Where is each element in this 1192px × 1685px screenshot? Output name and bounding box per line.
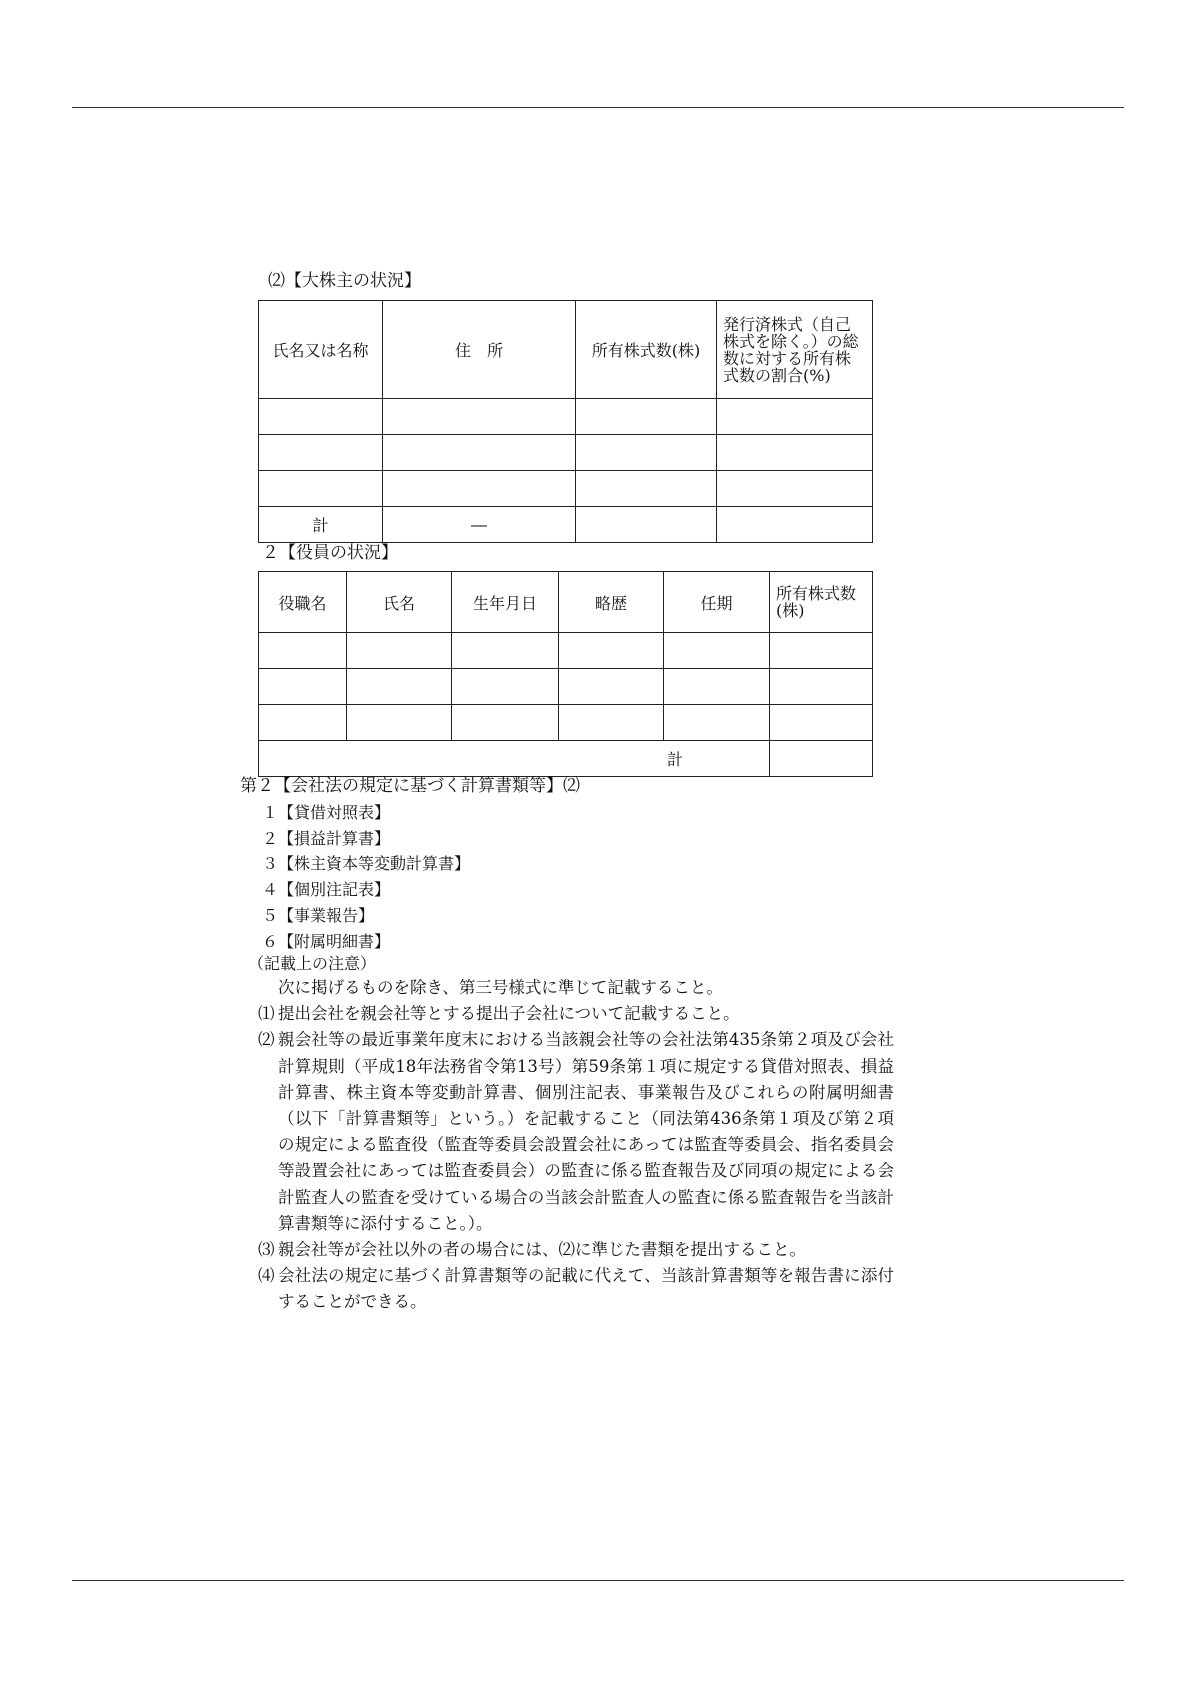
table-row [259,471,873,507]
note-number: ⑵ [258,1030,275,1050]
table-row [259,435,873,471]
note-text: 会社法の規定に基づく計算書類等の記載に代えて、当該計算書類等を報告書に添付することができる。 [278,1266,894,1312]
part2-item-list [262,800,470,954]
list-item: １【貸借対照表】 [262,803,391,822]
table-row [259,633,873,669]
column-header: 所有株式数(株) [576,301,717,399]
part2-heading: 第２【会社法の規定に基づく計算書類等】⑵ [240,776,580,796]
table-cell [452,669,559,705]
note-text: 親会社等の最近事業年度末における当該親会社等の会社法第435条第２項及び会社計算規則（平成18年法務省令第13号）第59条第１項に規定する貸借対照表、損益計算書、株主資本等変動計算書、個別注記表、事業報告及びこれらの附属明細書（以下「計算書類等」という。）を記載すること（同法第436条第１項及び第２項の規定による監査役（監査等委員会設置会社にあっては監査等委員会、指名委員会等設置会社にあっては監査委員会）の監査に係る監査報告及び同項の規定による会計監査人の監査を受けている場合の当該会計監査人の監査に係る監査報告を当該計算書類等に添付すること。）。 [278,1030,894,1233]
column-header: 住 所 [383,301,576,399]
table-row [259,669,873,705]
note-item [258,1027,894,1237]
list-item: ２【損益計算書】 [262,828,391,848]
total-dash: ― [383,507,576,543]
section-heading-major-shareholders: ⑵【大株主の状況】 [268,271,421,291]
total-row [259,741,873,777]
table-cell [717,507,873,543]
notes-title: （記載上の注意） [248,954,377,973]
column-header: 所有株式数(株) [770,572,873,633]
table-cell [347,633,452,669]
table-cell [664,633,770,669]
total-row [259,507,873,543]
table-cell [383,471,576,507]
table-cell [770,669,873,705]
table-cell [452,633,559,669]
table-cell [383,399,576,435]
table-cell [259,471,383,507]
table-cell [770,633,873,669]
list-item: ５【事業報告】 [262,905,375,925]
note-item [258,1263,894,1315]
list-item: ３【株主資本等変動計算書】 [262,854,471,874]
major-shareholders-table [258,300,873,543]
table-cell [717,399,873,435]
column-header: 役職名 [259,572,347,633]
table-row [259,399,873,435]
table-cell [576,435,717,471]
table-cell [559,669,664,705]
table-cell [664,705,770,741]
column-header: 任期 [664,572,770,633]
note-number: ⑴ [258,1004,275,1024]
note-number: ⑷ [258,1266,275,1286]
footer-rule [72,1580,1124,1581]
section-heading-officers: ２【役員の状況】 [262,543,398,563]
table-cell [576,471,717,507]
note-item [258,1237,894,1263]
notes-intro: 次に掲げるものを除き、第三号様式に準じて記載すること。 [278,978,723,997]
table-cell [259,435,383,471]
total-label: 計 [259,507,383,543]
table-cell [259,669,347,705]
table-cell [383,435,576,471]
list-item: ６【附属明細書】 [262,931,391,951]
table-cell [559,705,664,741]
table-row [259,705,873,741]
table-cell [664,669,770,705]
table-header-row [259,572,873,633]
note-number: ⑶ [258,1240,275,1260]
table-cell [770,741,873,777]
table-cell [259,399,383,435]
table-cell [576,399,717,435]
column-header: 生年月日 [452,572,559,633]
table-cell [559,633,664,669]
column-header: 氏名 [347,572,452,633]
column-header: 略歴 [559,572,664,633]
column-header: 氏名又は名称 [259,301,383,399]
table-cell [717,435,873,471]
list-item: ４【個別注記表】 [262,880,391,900]
column-header: 発行済株式（自己株式を除く。）の総数に対する所有株式数の割合(%) [717,301,873,399]
notes-body [258,975,894,1316]
note-text: 親会社等が会社以外の者の場合には、⑵に準じた書類を提出すること。 [278,1240,806,1260]
table-cell [770,705,873,741]
note-text: 提出会社を親会社等とする提出子会社について記載すること。 [278,1004,740,1024]
table-cell [452,705,559,741]
table-cell [259,705,347,741]
header-rule [72,107,1124,108]
total-label: 計 [259,741,770,777]
table-cell [347,669,452,705]
table-cell [259,633,347,669]
table-cell [717,471,873,507]
table-header-row [259,301,873,399]
officers-table [258,571,873,777]
table-cell [347,705,452,741]
table-cell [576,507,717,543]
note-item [258,1001,894,1027]
